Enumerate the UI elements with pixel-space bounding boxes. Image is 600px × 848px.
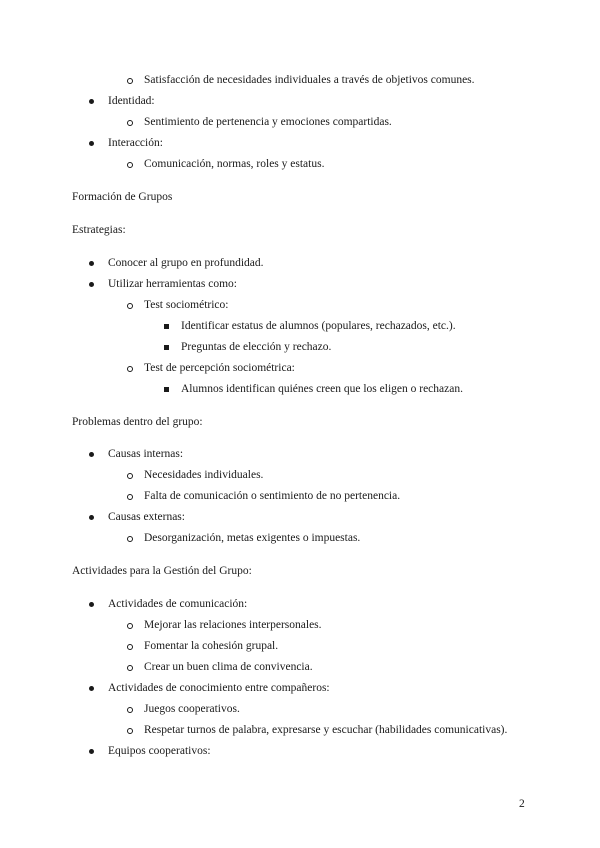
bullet-icon	[89, 452, 94, 457]
hollow-bullet-icon	[127, 623, 133, 629]
hollow-bullet-icon	[127, 473, 133, 479]
hollow-bullet-icon	[127, 120, 133, 126]
hollow-bullet-icon	[127, 665, 133, 671]
list-item: Fomentar la cohesión grupal.	[144, 640, 279, 652]
bullet-icon	[89, 99, 94, 104]
list-item: Desorganización, metas exigentes o impuestas.	[144, 532, 361, 544]
section-heading: Actividades para la Gestión del Grupo:	[72, 565, 252, 577]
list-item: Actividades de comunicación:	[108, 598, 248, 610]
list-item: Respetar turnos de palabra, expresarse y escuchar (habilidades comunicativas).	[144, 724, 508, 736]
hollow-bullet-icon	[127, 728, 133, 734]
list-item: Equipos cooperativos:	[108, 745, 211, 757]
section-heading: Problemas dentro del grupo:	[72, 416, 203, 428]
list-item: Alumnos identifican quiénes creen que los eligen o rechazan.	[181, 383, 463, 395]
square-bullet-icon	[164, 387, 169, 392]
list-item: Mejorar las relaciones interpersonales.	[144, 619, 322, 631]
hollow-bullet-icon	[127, 536, 133, 542]
list-item: Sentimiento de pertenencia y emociones compartidas.	[144, 116, 392, 128]
list-item: Identidad:	[108, 95, 155, 107]
hollow-bullet-icon	[127, 494, 133, 500]
hollow-bullet-icon	[127, 366, 133, 372]
list-item: Utilizar herramientas como:	[108, 278, 238, 290]
bullet-icon	[89, 749, 94, 754]
list-item: Falta de comunicación o sentimiento de no pertenencia.	[144, 490, 401, 502]
bullet-icon	[89, 686, 94, 691]
bullet-icon	[89, 141, 94, 146]
list-item: Comunicación, normas, roles y estatus.	[144, 158, 325, 170]
page-number: 2	[519, 798, 525, 810]
hollow-bullet-icon	[127, 644, 133, 650]
list-item: Identificar estatus de alumnos (populares, rechazados, etc.).	[181, 320, 456, 332]
list-item: Crear un buen clima de convivencia.	[144, 661, 313, 673]
square-bullet-icon	[164, 345, 169, 350]
bullet-icon	[89, 515, 94, 520]
subsection-label: Estrategias:	[72, 224, 126, 236]
hollow-bullet-icon	[127, 162, 133, 168]
hollow-bullet-icon	[127, 707, 133, 713]
list-item: Conocer al grupo en profundidad.	[108, 257, 264, 269]
list-item: Preguntas de elección y rechazo.	[181, 341, 332, 353]
square-bullet-icon	[164, 324, 169, 329]
list-item: Interacción:	[108, 137, 163, 149]
list-item: Satisfacción de necesidades individuales a través de objetivos comunes.	[144, 74, 475, 86]
list-item: Test de percepción sociométrica:	[144, 362, 295, 374]
hollow-bullet-icon	[127, 303, 133, 309]
bullet-icon	[89, 602, 94, 607]
list-item: Test sociométrico:	[144, 299, 229, 311]
list-item: Causas externas:	[108, 511, 185, 523]
hollow-bullet-icon	[127, 78, 133, 84]
list-item: Actividades de conocimiento entre compañeros:	[108, 682, 330, 694]
list-item: Juegos cooperativos.	[144, 703, 240, 715]
list-item: Necesidades individuales.	[144, 469, 264, 481]
list-item: Causas internas:	[108, 448, 184, 460]
bullet-icon	[89, 282, 94, 287]
bullet-icon	[89, 261, 94, 266]
section-heading: Formación de Grupos	[72, 191, 173, 203]
